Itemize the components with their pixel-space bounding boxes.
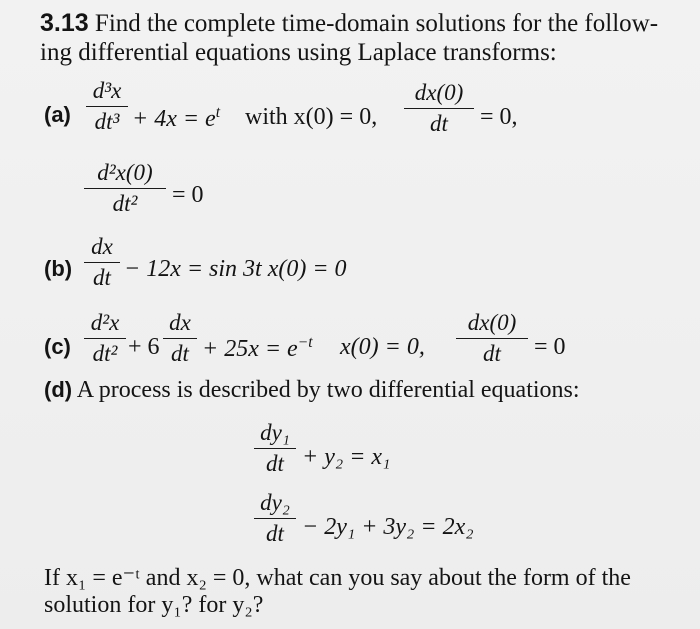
part-a-frac2-denominator: dt (430, 111, 448, 136)
part-a-label: (a) (44, 102, 71, 127)
part-d-label: (d) (44, 377, 73, 402)
part-c-frac2-numerator: dx (169, 310, 191, 335)
part-a-end: = 0, (480, 104, 518, 130)
problem-heading-line1 (40, 8, 658, 39)
part-b-frac-denominator: dt (93, 265, 111, 290)
part-d-eq2-numerator: dy₂ (260, 490, 290, 515)
fraction-bar (404, 108, 474, 109)
part-c-frac1-denominator: dt² (92, 341, 118, 366)
fraction-bar (86, 106, 128, 107)
part-d-question-line1: If x₁ = e⁻ᵗ and x₂ = 0, what can you say about the form of the (44, 565, 631, 591)
part-c-exponent: −t (297, 334, 313, 351)
part-d-eq1-fraction (254, 420, 296, 477)
part-d-eq2-fraction (254, 490, 296, 547)
part-a-fraction-d2x0-dt2 (84, 160, 166, 217)
part-a-exponent: t (215, 104, 221, 121)
part-c-end: = 0 (534, 334, 566, 360)
part-a-frac3-numerator: d²x(0) (97, 160, 153, 185)
part-d-eq1-rest: + y₂ = x₁ (302, 444, 391, 470)
fraction-bar (456, 338, 528, 339)
part-c-label: (c) (44, 334, 71, 359)
part-a-frac1-numerator: d³x (92, 78, 122, 103)
part-c-frac3-numerator: dx(0) (467, 310, 517, 335)
part-c-fraction-dx-dt (163, 310, 197, 367)
problem-number: 3.13 (40, 9, 89, 37)
part-a-fraction-dx0-dt (404, 80, 474, 137)
part-a-mid: + 4x = e (132, 106, 216, 132)
fraction-bar (254, 448, 296, 449)
part-a-equation-middle (132, 104, 220, 133)
part-d-eq1-numerator: dy₁ (260, 420, 290, 445)
part-c-plus6: + 6 (128, 334, 160, 360)
part-b-frac-numerator: dx (91, 234, 113, 259)
fraction-bar (163, 338, 197, 339)
part-a-frac3-denominator: dt² (112, 191, 138, 216)
part-d-question-line2: solution for y₁? for y₂? (44, 592, 264, 618)
problem-text-line1: Find the complete time-domain solutions for the follow- (94, 10, 659, 37)
part-a-frac1-denominator: dt³ (94, 109, 120, 134)
part-d-eq1-denominator: dt (266, 451, 284, 476)
problem-heading-line2: ing differential equations using Laplace transforms: (40, 39, 557, 66)
part-c-mid: + 25x = e (202, 336, 298, 362)
part-d-eq2-denominator: dt (266, 521, 284, 546)
part-b-label: (b) (44, 256, 73, 281)
part-c-frac3-denominator: dt (483, 341, 501, 366)
part-a-end2: = 0 (172, 182, 204, 208)
part-c-equation-middle (202, 334, 313, 363)
fraction-bar (84, 262, 120, 263)
part-c-condition: x(0) = 0, (340, 334, 425, 360)
part-a-frac2-numerator: dx(0) (414, 80, 464, 105)
part-a-initial-condition: with x(0) = 0, (245, 104, 378, 130)
part-a-fraction-d3x-dt3 (86, 78, 128, 135)
part-c-fraction-dx0-dt (456, 310, 528, 367)
part-c-fraction-d2x-dt2 (84, 310, 126, 367)
part-b-equation: − 12x = sin 3t x(0) = 0 (124, 256, 347, 282)
fraction-bar (84, 188, 166, 189)
fraction-bar (84, 338, 126, 339)
part-d-line (44, 377, 580, 404)
part-b-fraction-dx-dt (84, 234, 120, 291)
fraction-bar (254, 518, 296, 519)
part-d-eq2-rest: − 2y₁ + 3y₂ = 2x₂ (302, 514, 474, 540)
part-c-frac1-numerator: d²x (90, 310, 120, 335)
part-d-text: A process is described by two differential equations: (76, 377, 580, 403)
part-c-frac2-denominator: dt (171, 341, 189, 366)
